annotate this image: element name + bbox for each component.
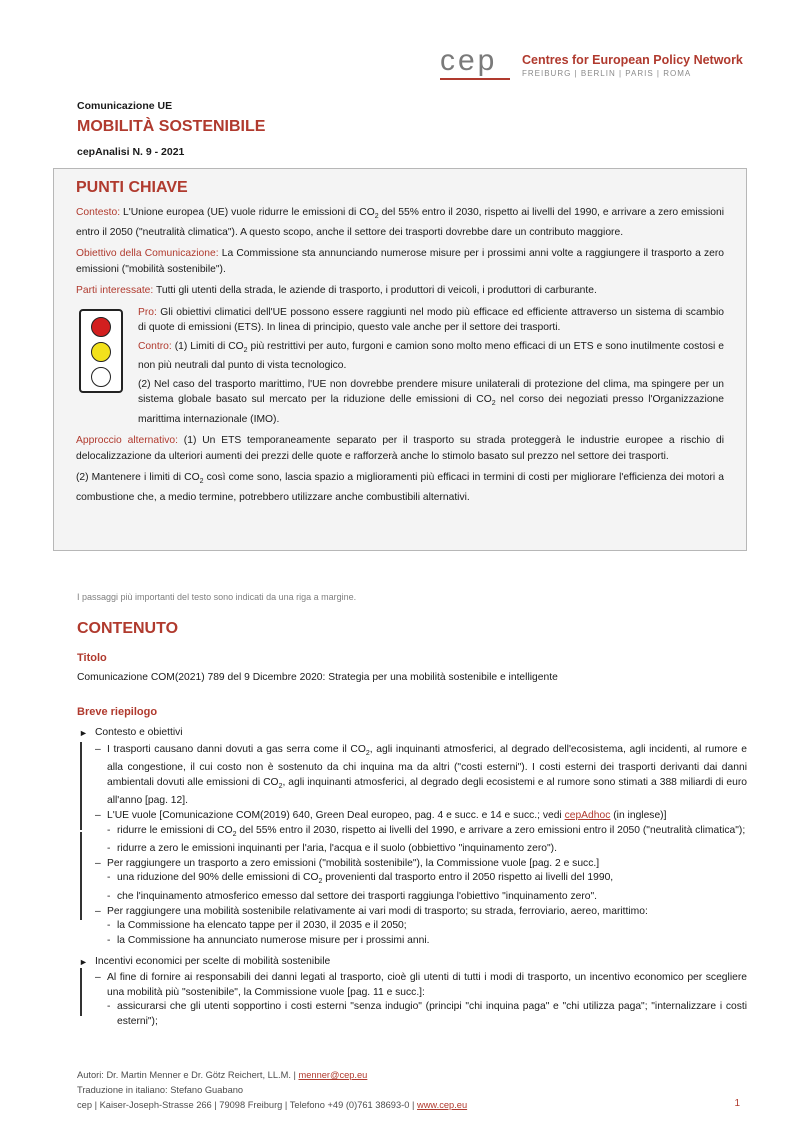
list-text: una riduzione del 90% delle emissioni di CO (117, 872, 319, 884)
alternative-paragraph (76, 433, 724, 464)
footer (77, 1068, 747, 1113)
traffic-light-icon (79, 309, 123, 393)
list-text: ridurre le emissioni di CO (117, 824, 233, 836)
footer-translation: Traduzione in italiano: Stefano Guabano (77, 1085, 244, 1095)
pro-paragraph (138, 305, 724, 336)
subscript: 2 (199, 478, 204, 486)
contra-label: Contro: (138, 340, 172, 352)
list-item: – I trasporti causano danni dovuti a gas serra come il $CO_2$, agli inquinanti atmosferici, al degrado dell'ecosistema, agli incidenti, al rumore e alla congestione, il cui costo non è sostenuto da chi inquina ma da altri ("costi esterni"). I costi esterni dei trasporti derivanti dai danni ambientali dovuti alle emissioni di $CO_2$, agli inquinanti atmosferici, al degrado degli ecosistemi e al rumore sono stimati a 388 miliardi di euro all'anno [pag. 12]. (95, 743, 747, 807)
context-paragraph (76, 205, 724, 240)
document-type: Comunicazione UE (77, 100, 173, 112)
parties-paragraph (76, 283, 724, 299)
sub-list-item: - ridurre a zero le emissioni inquinanti per l'aria, l'acqua e il suolo (obbiettivo "inquinamento zero"). (107, 843, 557, 855)
cep-logo (440, 44, 750, 84)
sub-list-item: - assicurarsi che gli utenti sopportino i costi esterni "senza indugio" (principi "chi inquina paga" e "chi utilizza paga"; "internalizzare i costi esterni"); (107, 1001, 747, 1027)
list-text: che l'inquinamento atmosferico emesso dal settore dei trasporti raggiunga l'obiettivo "inquinamento zero". (117, 891, 598, 903)
sub-list-item: - una riduzione del 90% delle emissioni di $CO_2$ provenienti dal trasporto entro il 2050 rispetto ai livelli del 1990, (107, 872, 614, 886)
sub-list-item: - ridurre le emissioni di $CO_2$ del 55% entro il 2030, rispetto ai livelli del 1990, e arrivare a zero emissioni entro il 2050 ("neutralità climatica"); (107, 824, 746, 838)
pro-text: Gli obiettivi climatici dell'UE possono essere raggiunti nel modo più efficace ed efficiente attraverso un sistema di scambio di quote di emissioni (ETS). In linea di principio, questo vale anche per il settore dei trasporti. (138, 306, 724, 334)
sub-list-item: - che l'inquinamento atmosferico emesso dal settore dei trasporti raggiunga l'obiettivo "inquinamento zero". (107, 891, 598, 903)
subscript: 2 (491, 400, 496, 408)
list-text: Al fine di fornire ai responsabili dei danni legati al trasporto, cioè gli utenti di tutti i modi di trasporto, un incentivo economico per scegliere una mobilità più "sostenibile", la Commissione vuole [pag. 11 e succ.]: (107, 972, 747, 998)
context-text-2: del 55% entro il 2030, rispetto ai livelli del 1990, e arrivare a zero emissioni entro il 2050 ("neutralità climatica"). A questo scopo, anche il settore dei trasporti dovrebbe dare un contributo maggiore. (76, 207, 724, 238)
list-text: la Commissione ha elencato tappe per il 2030, il 2035 e il 2050; (117, 920, 407, 932)
objective-paragraph (76, 246, 724, 277)
alternative2-text-2: così come sono, lascia spazio a miglioramenti più efficaci in termini di costi per migliorare l'efficienza dei motori a combustione che, a medio termine, potrebbero utilizzare anche combustibili alternativi. (76, 472, 724, 503)
list-text: Per raggiungere una mobilità sostenibile relativamente ai vari modi di trasporto; su strada, ferroviario, aereo, marittimo: (107, 905, 648, 917)
alternative-text: (1) Un ETS temporaneamente separato per il trasporto su strada proteggerà le industrie europee a rischio di delocalizzazione da ulteriori aumenti dei prezzi delle quote e rafforzerà anche lo stimolo basato sul prezzo nel settore dei trasporti. (76, 435, 724, 462)
title-label: Titolo (77, 652, 107, 664)
list-text: ridurre a zero le emissioni inquinanti per l'aria, l'acqua e il suolo (obbiettivo "inquinamento zero"). (117, 843, 557, 855)
footer-authors: Autori: Dr. Martin Menner e Dr. Götz Reichert, LL.M. | (77, 1070, 299, 1080)
sub-list-item: - la Commissione ha elencato tappe per il 2030, il 2035 e il 2050; (107, 920, 407, 932)
subscript: 2 (243, 346, 248, 354)
list-text-2: provenienti dal trasporto entro il 2050 rispetto ai livelli del 1990, (322, 872, 614, 884)
logo-network: Centres for European Policy Network (522, 53, 743, 67)
logo-word: cep (440, 44, 498, 77)
subscript: 2 (232, 830, 237, 838)
logo-cities: FREIBURG | BERLIN | PARIS | ROMA (522, 69, 692, 78)
subscript: 2 (318, 878, 323, 886)
key-points-box (53, 168, 747, 551)
summary-body (77, 726, 747, 1029)
contra-paragraph (138, 339, 724, 374)
list-text: assicurarsi che gli utenti sopportino i costi esterni "senza indugio" (principi "chi inquina paga" e "chi utilizza paga"; "internalizzare i costi esterni"); (117, 1001, 747, 1027)
red-light-icon (91, 317, 111, 337)
summary-label: Breve riepilogo (77, 706, 158, 718)
page-number: 1 (734, 1098, 740, 1109)
contra2-text-2: nel corso dei negoziati presso l'Organizzazione marittima internazionale (IMO). (138, 394, 724, 425)
parties-text: Tutti gli utenti della strada, le aziende di trasporto, i produttori di veicoli, i produttori di carburante. (153, 285, 597, 297)
list-item: – Per raggiungere una mobilità sostenibile relativamente ai vari modi di trasporto; su strada, ferroviario, aereo, marittimo: (95, 905, 648, 917)
white-light-icon (91, 367, 111, 387)
objective-text: La Commissione sta annunciando numerose misure per i prossimi anni volte a raggiungere il trasporto a zero emissioni ("mobilità sostenibile"). (76, 248, 724, 275)
footer-address-line (77, 1098, 747, 1113)
section-heading: Contesto e obiettivi (95, 727, 183, 738)
cepadhoc-link[interactable]: cepAdhoc (564, 810, 611, 822)
footer-authors-line (77, 1068, 747, 1083)
triangle-bullet-icon: ► (79, 956, 88, 967)
document-title: MOBILITÀ SOSTENIBILE (77, 118, 266, 135)
triangle-bullet-icon: ► (79, 728, 88, 738)
parties-label: Parti interessate: (76, 285, 154, 297)
footer-address: cep | Kaiser-Joseph-Strasse 266 | 79098 Freiburg | Telefono +49 (0)761 38693-0 | (77, 1100, 417, 1110)
list-item: – Al fine di fornire ai responsabili dei danni legati al trasporto, cioè gli utenti di tutti i modi di trasporto, un incentivo economico per scegliere una mobilità più "sostenibile", la Commissione vuole [pag. 11 e succ.]: (95, 972, 747, 998)
contra2-paragraph (138, 377, 724, 428)
list-text-2: , agli inquinanti atmosferici, al degrado dell'ecosistema, agli incidenti, al rumore e alla congestione, il cui costo non è sostenuto da chi inquina ma da altri ("costi esterni"). I costi esterni dei trasporti derivanti dai danni ambientali dovuti alle emissioni di CO (107, 743, 747, 788)
subscript: 2 (278, 782, 283, 790)
document-number: cepAnalisi N. 9 - 2021 (77, 146, 185, 158)
list-text: Per raggiungere un trasporto a zero emissioni ("mobilità sostenibile"), la Commissione vuole [pag. 2 e succ.] (107, 857, 600, 869)
list-text: la Commissione ha annunciato numerose misure per i prossimi anni. (117, 934, 430, 946)
title-text: Comunicazione COM(2021) 789 del 9 Dicembre 2020: Strategia per una mobilità sostenibile e intelligente (77, 672, 558, 683)
contra-text: (1) Limiti di CO (171, 340, 244, 352)
contra2-text: (2) Nel caso del trasporto marittimo, l'UE non dovrebbe prendere misure unilaterali di protezione del clima, ma spingere per un sistema globale basato sul mercato per la riduzione delle emissioni di CO (138, 378, 724, 406)
list-text: I trasporti causano danni dovuti a gas serra come il CO (107, 743, 366, 755)
alternative-label: Approccio alternativo: (76, 435, 178, 447)
list-text-3: , agli inquinanti atmosferici, al degrado degli ecosistemi e al rumore sono stimati a 388 miliardi di euro all'anno [pag. 12]. (107, 776, 747, 807)
key-points-heading: PUNTI CHIAVE (76, 179, 188, 196)
summary-section (77, 726, 747, 741)
objective-label: Obiettivo della Comunicazione: (76, 248, 219, 260)
list-text: L'UE vuole [Comunicazione COM(2019) 640, Green Deal europeo, pag. 4 e succ. e 14 e succ.; vedi (107, 810, 565, 822)
logo-underline (440, 78, 510, 80)
website-link[interactable]: www.cep.eu (417, 1100, 468, 1110)
subscript: 2 (374, 213, 379, 221)
section-heading: Incentivi economici per scelte di mobilità sostenibile (95, 955, 331, 967)
yellow-light-icon (91, 342, 111, 362)
list-text-2: del 55% entro il 2030, rispetto ai livelli del 1990, e arrivare a zero emissioni entro il 2050 ("neutralità climatica"); (236, 824, 746, 836)
sub-list-item: - la Commissione ha annunciato numerose misure per i prossimi anni. (107, 934, 430, 946)
author-email-link[interactable]: menner@cep.eu (298, 1070, 368, 1080)
list-text-2: (in inglese)] (610, 810, 667, 822)
content-heading: CONTENUTO (77, 620, 179, 637)
subscript: 2 (365, 749, 370, 757)
list-item: – Per raggiungere un trasporto a zero emissioni ("mobilità sostenibile"), la Commissione vuole [pag. 2 e succ.] (95, 857, 600, 869)
context-label: Contesto: (76, 207, 121, 218)
summary-section (77, 955, 747, 970)
alternative2-text: (2) Mantenere i limiti di CO (76, 472, 200, 484)
pro-contra-section (76, 305, 724, 428)
alternative2-paragraph (76, 470, 724, 505)
list-item: – L'UE vuole [Comunicazione COM(2019) 640, Green Deal europeo, pag. 4 e succ. e 14 e succ.; vedi cepAdhoc (in inglese)] (95, 810, 667, 822)
margin-note: I passaggi più importanti del testo sono indicati da una riga a margine. (77, 592, 357, 602)
context-text: L'Unione europea (UE) vuole ridurre le emissioni di CO (120, 207, 375, 218)
contra-text-2: più restrittivi per auto, furgoni e camion sono molto meno efficaci di un ETS e sono inutilmente costosi e non più neutrali dal punto di vista tecnologico. (138, 340, 725, 372)
pro-label: Pro: (138, 306, 157, 318)
